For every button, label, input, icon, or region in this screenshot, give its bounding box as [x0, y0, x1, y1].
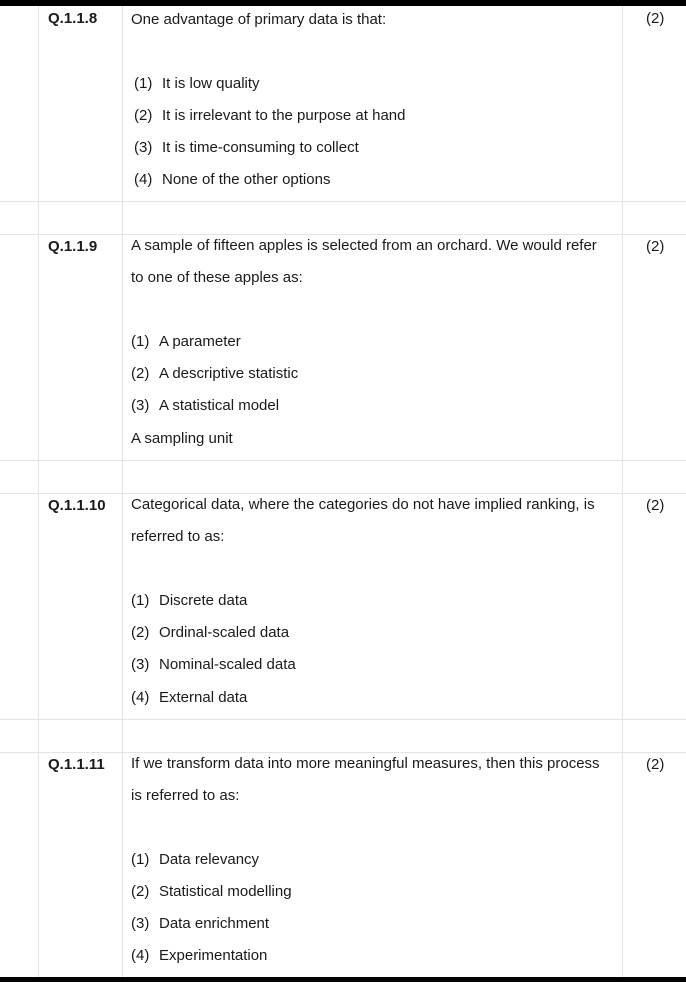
question-stem: A sample of fifteen apples is selected from an orchard. We would refer to one of these apples as:	[131, 237, 597, 286]
option-number: (3)	[131, 656, 150, 673]
bottom-border	[0, 977, 686, 982]
column-divider-mid	[122, 6, 123, 977]
option-text: Ordinal-scaled data	[159, 624, 290, 641]
option-text: It is low quality	[162, 75, 260, 92]
answer-option	[131, 623, 289, 643]
answer-option	[131, 364, 298, 384]
option-text: None of the other options	[162, 171, 331, 188]
row-divider	[0, 201, 686, 202]
column-divider-right	[622, 6, 623, 977]
option-text: A sampling unit	[131, 430, 233, 447]
question-marks: (2)	[646, 10, 665, 27]
option-number: (4)	[134, 171, 153, 188]
row-divider	[0, 719, 686, 720]
option-text: A parameter	[159, 333, 241, 350]
option-text: Experimentation	[159, 947, 268, 964]
question-number: Q.1.1.10	[48, 497, 106, 514]
question-marks: (2)	[646, 756, 665, 773]
answer-option	[134, 138, 359, 158]
option-text: It is time-consuming to collect	[162, 139, 359, 156]
answer-option	[134, 106, 405, 126]
option-number: (2)	[131, 883, 150, 900]
question-marks: (2)	[646, 238, 665, 255]
option-number: (4)	[131, 947, 150, 964]
answer-option	[131, 946, 267, 966]
answer-option	[131, 914, 269, 934]
question-number: Q.1.1.8	[48, 10, 98, 27]
question-marks: (2)	[646, 497, 665, 514]
option-text: Data enrichment	[159, 915, 270, 932]
answer-option	[131, 688, 247, 708]
answer-option	[131, 655, 296, 675]
option-number: (4)	[131, 689, 150, 706]
option-number: (3)	[131, 397, 150, 414]
answer-option	[134, 74, 260, 94]
answer-option	[131, 591, 247, 611]
option-number: (1)	[131, 333, 150, 350]
question-number: Q.1.1.9	[48, 238, 98, 255]
option-text: Data relevancy	[159, 851, 260, 868]
option-text: Statistical modelling	[159, 883, 292, 900]
answer-option	[131, 429, 233, 449]
row-divider	[0, 460, 686, 461]
option-number: (1)	[131, 592, 150, 609]
option-number: (2)	[131, 624, 150, 641]
answer-option	[131, 396, 279, 416]
option-text: External data	[159, 689, 248, 706]
option-number: (1)	[134, 75, 153, 92]
option-text: A statistical model	[159, 397, 280, 414]
option-number: (3)	[131, 915, 150, 932]
answer-option	[131, 850, 259, 870]
question-stem: One advantage of primary data is that:	[131, 11, 387, 28]
answer-option	[131, 332, 241, 352]
option-text: Nominal-scaled data	[159, 656, 296, 673]
option-text: It is irrelevant to the purpose at hand	[162, 107, 406, 124]
column-divider-left	[38, 6, 39, 977]
option-number: (1)	[131, 851, 150, 868]
option-number: (3)	[134, 139, 153, 156]
option-text: Discrete data	[159, 592, 248, 609]
answer-option	[131, 882, 292, 902]
question-stem: Categorical data, where the categories do not have implied ranking, is referred to as:	[131, 496, 595, 545]
question-number: Q.1.1.11	[48, 756, 105, 773]
option-text: A descriptive statistic	[159, 365, 299, 382]
answer-option	[134, 170, 330, 190]
question-stem: If we transform data into more meaningful measures, then this process is referred to as:	[131, 755, 600, 804]
option-number: (2)	[134, 107, 153, 124]
option-number: (2)	[131, 365, 150, 382]
